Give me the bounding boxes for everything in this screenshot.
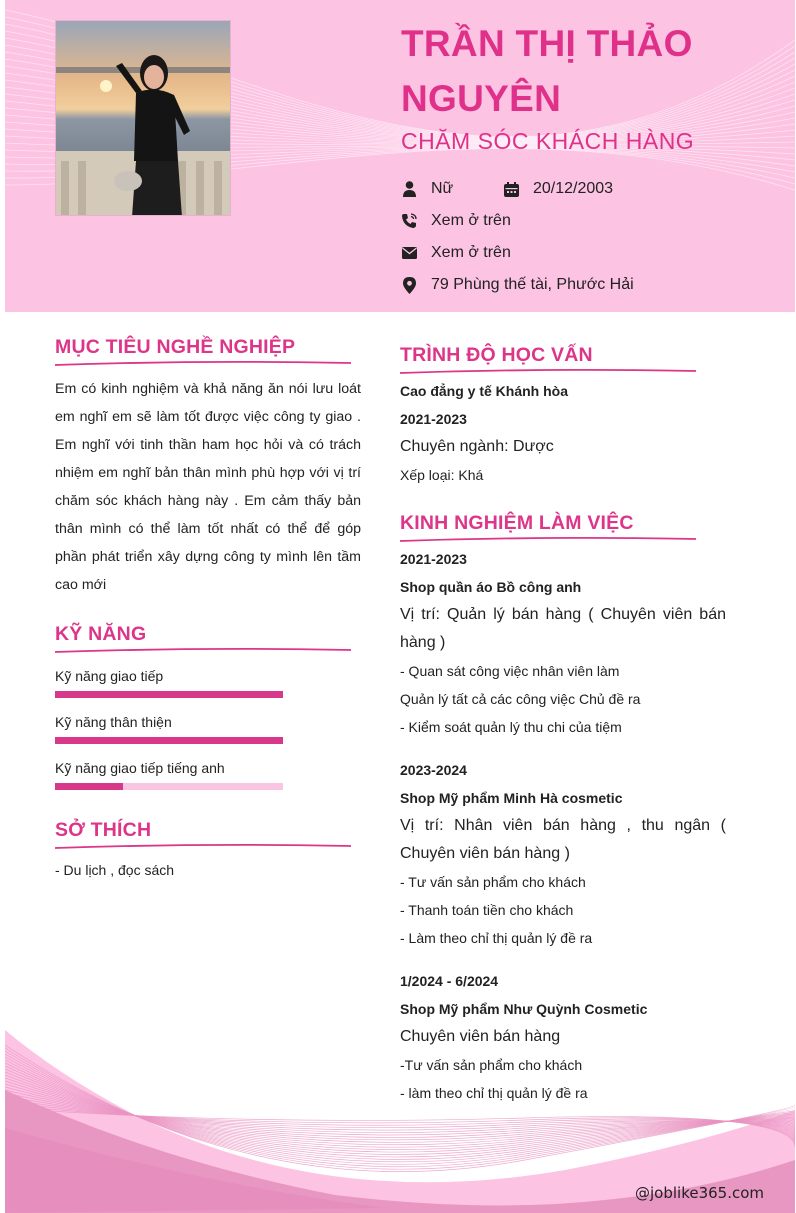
- phone-value: Xem ở trên: [431, 212, 511, 229]
- job-detail: - Kiểm soát quản lý thu chi của tiệm: [400, 719, 622, 735]
- skill-bar-3: [55, 783, 283, 790]
- experience-underline: [400, 536, 696, 544]
- gender-row: [401, 180, 453, 198]
- job-position: Vị trí: Nhân viên bán hàng , thu ngân ( Chuyên viên bán hàng ): [400, 817, 726, 862]
- skill-bar-2: [55, 737, 283, 744]
- address-value: 79 Phùng thế tài, Phước Hải: [431, 276, 634, 293]
- education-rank: Xếp loại: Khá: [400, 467, 484, 483]
- hobbies-underline: [55, 843, 351, 851]
- user-icon: [401, 181, 417, 197]
- job-company: Shop Mỹ phẩm Như Quỳnh Cosmetic: [400, 1001, 648, 1017]
- job-detail: - làm theo chỉ thị quản lý đề ra: [400, 1085, 588, 1101]
- education-underline: [400, 368, 696, 376]
- education-period: 2021-2023: [400, 411, 467, 427]
- education-title: TRÌNH ĐỘ HỌC VẤN: [400, 344, 593, 366]
- job-detail: -Tư vấn sản phẩm cho khách: [400, 1057, 583, 1073]
- job-detail: Quản lý tất cả các công việc Chủ đề ra: [400, 691, 641, 707]
- job-position: Chuyên viên bán hàng: [400, 1028, 561, 1045]
- job-detail: - Làm theo chỉ thị quản lý đề ra: [400, 930, 593, 946]
- candidate-name: [401, 16, 771, 126]
- hobby-text: - Du lịch , đọc sách: [55, 862, 175, 878]
- calendar-icon: [503, 181, 519, 197]
- address-row: [401, 276, 634, 294]
- skill-label-2: Kỹ năng thân thiện: [55, 714, 172, 730]
- gender-value: Nữ: [431, 180, 454, 197]
- name-line-1: TRẦN THỊ THẢO: [401, 23, 693, 64]
- job-period: 2023-2024: [400, 762, 467, 778]
- map-pin-icon: [401, 277, 417, 293]
- education-major: Chuyên ngành: Dược: [400, 438, 554, 455]
- objective-title: MỤC TIÊU NGHỀ NGHIỆP: [55, 336, 296, 358]
- skills-title: KỸ NĂNG: [55, 623, 147, 645]
- experience-title: KINH NGHIỆM LÀM VIỆC: [400, 512, 634, 534]
- email-row: [401, 244, 511, 262]
- skills-underline: [55, 647, 351, 655]
- skill-label-3: Kỹ năng giao tiếp tiếng anh: [55, 760, 225, 776]
- email-value: Xem ở trên: [431, 244, 511, 261]
- job-period: 2021-2023: [400, 551, 467, 567]
- birthday-row: [503, 180, 613, 198]
- job-company: Shop quần áo Bồ công anh: [400, 579, 582, 595]
- job-company: Shop Mỹ phẩm Minh Hà cosmetic: [400, 790, 623, 806]
- birthday-value: 20/12/2003: [533, 180, 614, 197]
- skill-fill-3: [55, 783, 123, 790]
- job-position: Vị trí: Quản lý bán hàng ( Chuyên viên bán hàng ): [400, 606, 726, 651]
- cv-page: [5, 0, 795, 1213]
- job-detail: - Quan sát công việc nhân viên làm: [400, 663, 620, 679]
- objective-text: Em có kinh nghiệm và khả năng ăn nói lưu loát em nghĩ em sẽ làm tốt được việc công ty giao . Em nghĩ với tinh thần ham học hỏi và có trách nhiệm em nghĩ bản thân mình phù hợp với vị trí chăm sóc khách hàng này . Em cảm thấy bản thân mình có thể làm tốt nhất có thể để góp phần phát triển xây dựng công ty mình lên tầm cao mới: [55, 381, 361, 593]
- skill-bar-1: [55, 691, 283, 698]
- job-detail: - Thanh toán tiền cho khách: [400, 902, 574, 918]
- skill-fill-2: [55, 737, 283, 744]
- phone-row: [401, 212, 511, 230]
- education-school: Cao đẳng y tế Khánh hòa: [400, 383, 569, 399]
- job-title: CHĂM SÓC KHÁCH HÀNG: [401, 128, 695, 154]
- job-period: 1/2024 - 6/2024: [400, 973, 499, 989]
- job-detail: - Tư vấn sản phẩm cho khách: [400, 874, 586, 890]
- envelope-icon: [401, 245, 417, 261]
- name-line-2: NGUYÊN: [401, 78, 562, 119]
- watermark: @joblike365.com: [635, 1184, 765, 1202]
- profile-photo: [55, 20, 231, 216]
- skill-label-1: Kỹ năng giao tiếp: [55, 668, 164, 684]
- skill-fill-1: [55, 691, 283, 698]
- objective-underline: [55, 360, 351, 368]
- hobbies-title: SỞ THÍCH: [55, 819, 152, 841]
- header: [5, 0, 795, 312]
- footer-wave-decoration: [5, 1010, 795, 1213]
- phone-icon: [401, 213, 417, 229]
